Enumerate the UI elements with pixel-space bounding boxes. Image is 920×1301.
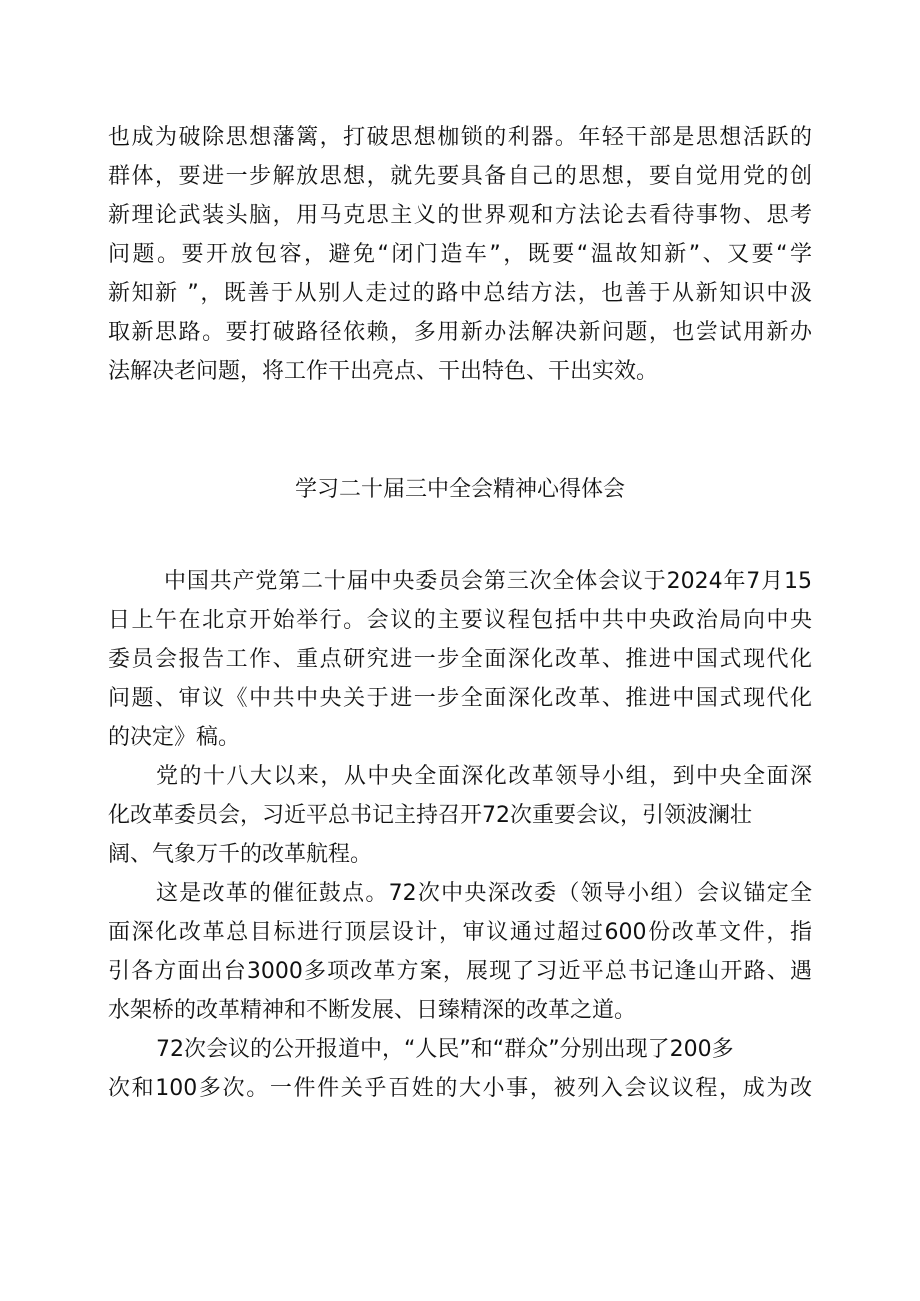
- text-line: 群体，要进一步解放思想，就先要具备自己的思想，要自觉用党的创: [108, 164, 812, 189]
- text-line: 次和100多次。一件件关乎百姓的大小事，被列入会议议程，成为改: [108, 1076, 812, 1101]
- text-line: 党的十八大以来，从中央全面深化改革领导小组，到中央全面深: [156, 764, 812, 789]
- text-line: 72次会议的公开报道中，“人民”和“群众”分别出现了200多: [156, 1037, 734, 1062]
- paragraph-4: [108, 1030, 812, 1108]
- text-line: 也成为破除思想藩篱，打破思想枷锁的利器。年轻干部是思想活跃的: [108, 125, 812, 150]
- text-line: 法解决老问题，将工作干出亮点、干出特色、干出实效。: [108, 359, 659, 384]
- text-line: 阔、气象万千的改革航程。: [108, 842, 373, 867]
- article-body: [108, 562, 812, 1108]
- text-line: 化改革委员会，习近平总书记主持召开72次重要会议，引领波澜壮: [108, 803, 752, 828]
- text-line: 日上午在北京开始举行。会议的主要议程包括中共中央政治局向中央: [108, 608, 812, 633]
- text-line: 取新思路。要打破路径依赖，多用新办法解决新问题，也尝试用新办: [108, 320, 812, 345]
- text-line: 中国共产党第二十届中央委员会第三次全体会议于2024年7月15: [164, 569, 812, 594]
- text-line: 新知新 ”，既善于从别人走过的路中总结方法，也善于从新知识中汲: [108, 281, 812, 306]
- text-line: 委员会报告工作、重点研究进一步全面深化改革、推进中国式现代化: [108, 647, 812, 672]
- text-line: 这是改革的催征鼓点。72次中央深改委（领导小组）会议锚定全: [156, 881, 812, 906]
- paragraph-continued: [108, 118, 812, 391]
- paragraph-2: [108, 757, 812, 874]
- text-line: 引各方面出台3000多项改革方案，展现了习近平总书记逢山开路、遇: [108, 959, 812, 984]
- paragraph-3: [108, 874, 812, 1030]
- text-line: 面深化改革总目标进行顶层设计，审议通过超过600份改革文件，指: [108, 920, 812, 945]
- text-line: 水架桥的改革精神和不断发展、日臻精深的改革之道。: [108, 998, 637, 1023]
- text-line: 问题、审议《中共中央关于进一步全面深化改革、推进中国式现代化: [108, 686, 812, 711]
- section-title: 学习二十届三中全会精神心得体会: [294, 477, 625, 502]
- text-line: 问题。要开放包容，避免“闭门造车”，既要“温故知新”、又要“学: [108, 242, 812, 267]
- paragraph-1: [108, 562, 812, 757]
- text-line: 的决定》稿。: [108, 725, 241, 750]
- text-line: 新理论武装头脑，用马克思主义的世界观和方法论去看待事物、思考: [108, 203, 812, 228]
